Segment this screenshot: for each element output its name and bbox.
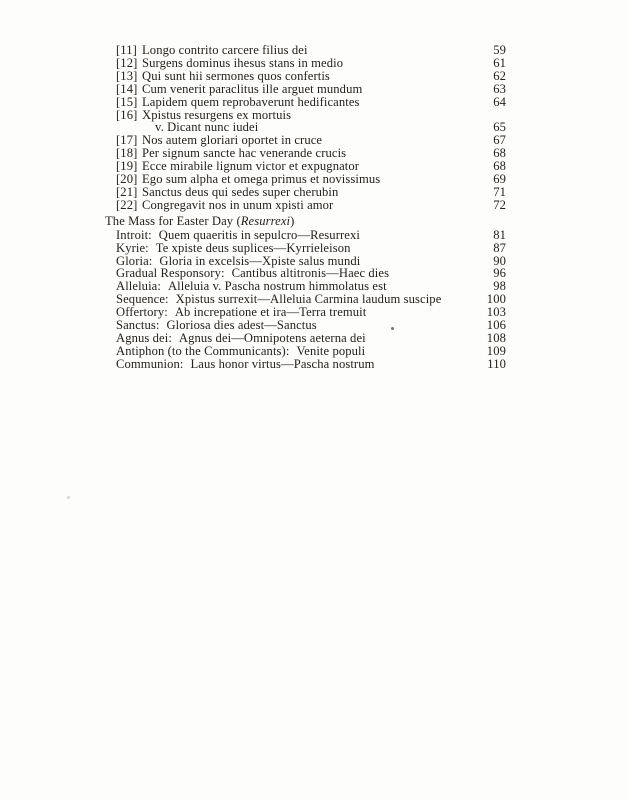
entry-page-number: 108 <box>486 330 506 345</box>
toc-entry <box>116 229 506 242</box>
entry-title: Ego sum alpha et omega primus et novissimus <box>142 172 381 187</box>
entry-label: Sanctus: <box>116 318 160 333</box>
entry-title: Xpistus surrexit—Alleluia Carmina laudum suscipe <box>175 292 442 307</box>
entry-number: [21] <box>116 184 138 199</box>
entry-page-number: 68 <box>493 146 506 161</box>
entry-title: Gloria in excelsis—Xpiste salus mundi <box>159 253 361 268</box>
toc-entry <box>116 186 506 199</box>
entry-number: [12] <box>116 55 138 70</box>
entry-page-number: 100 <box>486 292 506 307</box>
section-heading-italic: Resurrexi <box>240 213 291 228</box>
entry-title: Te xpiste deus suplices—Kyrrieleison <box>155 240 351 255</box>
toc-entry <box>116 199 506 212</box>
toc-entry <box>116 70 506 83</box>
entry-title: Quem quaeritis in sepulcro—Resurrexi <box>158 227 360 242</box>
entry-title-group <box>116 358 466 371</box>
entry-page-number: 59 <box>493 43 506 57</box>
entry-page-number: 103 <box>486 305 506 320</box>
entry-title: Alleluia v. Pascha nostrum himmolatus est <box>167 279 387 294</box>
entry-title-group <box>116 229 466 242</box>
entry-label: Communion: <box>116 356 184 371</box>
entry-page-number: 98 <box>493 279 506 294</box>
entry-page-number: 65 <box>493 120 506 135</box>
entry-title: Xpistus resurgens ex mortuis <box>142 107 292 122</box>
toc-entry <box>116 358 506 371</box>
entry-label: Gradual Responsory: <box>116 266 225 281</box>
entry-number: [13] <box>116 68 138 83</box>
entry-page-number: 90 <box>493 253 506 268</box>
entry-number: [18] <box>116 146 138 161</box>
table-of-contents <box>105 43 506 371</box>
entry-title-group <box>116 242 466 255</box>
entry-page-number: 72 <box>493 197 506 212</box>
entry-page-number: 81 <box>493 227 506 242</box>
ink-speck <box>67 496 70 499</box>
entry-page-number: 96 <box>493 266 506 281</box>
entry-title: Longo contrito carcere filius dei <box>142 43 308 57</box>
entry-number: [20] <box>116 172 138 187</box>
entry-title: Venite populi <box>296 343 366 358</box>
entry-number: [17] <box>116 133 138 148</box>
toc-entry <box>116 319 506 332</box>
entry-title: Ab increpatione et ira—Terra tremuit <box>174 305 367 320</box>
entry-title: Lapidem quem reprobaverunt hedificantes <box>142 94 360 109</box>
entry-number: [14] <box>116 81 138 96</box>
entry-label: Offertory: <box>116 305 168 320</box>
numbered-entry-list <box>116 44 506 212</box>
section-heading <box>105 215 506 228</box>
entry-title: Qui sunt hii sermones quos confertis <box>142 68 330 83</box>
entry-page-number: 63 <box>493 81 506 96</box>
toc-entry <box>116 57 506 70</box>
entry-number: [16] <box>116 107 138 122</box>
entry-page-number: 87 <box>493 240 506 255</box>
entry-label: Antiphon (to the Communicants): <box>116 343 290 358</box>
entry-title: Sanctus deus qui sedes super cherubin <box>142 184 339 199</box>
toc-entry <box>116 44 506 57</box>
entry-title: Cantibus altitronis—Haec dies <box>231 266 390 281</box>
entry-title: Nos autem gloriari oportet in cruce <box>142 133 323 148</box>
entry-title: Ecce mirabile lignum victor et expugnator <box>142 159 360 174</box>
entry-page-number: 71 <box>493 184 506 199</box>
ink-speck <box>391 327 394 330</box>
entry-number: [22] <box>116 197 138 212</box>
entry-title: Per signum sancte hac venerande crucis <box>142 146 347 161</box>
entry-page-number: 67 <box>493 133 506 148</box>
mass-entry-list <box>116 229 506 371</box>
entry-number: [15] <box>116 94 138 109</box>
entry-title: Gloriosa dies adest—Sanctus <box>166 318 317 333</box>
section-heading-text: The Mass for Easter Day ( <box>105 213 241 228</box>
entry-page-number: 68 <box>493 159 506 174</box>
entry-title: Congregavit nos in unum xpisti amor <box>142 197 334 212</box>
entry-label: Alleluia: <box>116 279 161 294</box>
entry-label: Kyrie: <box>116 240 149 255</box>
toc-entry <box>116 96 506 109</box>
entry-label: Introit: <box>116 227 152 242</box>
toc-entry <box>116 242 506 255</box>
entry-title: Laus honor virtus—Pascha nostrum <box>190 356 375 371</box>
toc-entry <box>116 83 506 96</box>
entry-label: Agnus dei: <box>116 330 172 345</box>
entry-page-number: 69 <box>493 172 506 187</box>
entry-page-number: 64 <box>493 94 506 109</box>
entry-label: Sequence: <box>116 292 169 307</box>
entry-title: v. Dicant nunc iudei <box>155 120 259 135</box>
section-heading-close: ) <box>290 213 295 228</box>
entry-page-number: 109 <box>486 343 506 358</box>
entry-label: Gloria: <box>116 253 153 268</box>
entry-title: Agnus dei—Omnipotens aeterna dei <box>178 330 366 345</box>
entry-number: [19] <box>116 159 138 174</box>
entry-title: Cum venerit paraclitus ille arguet mundum <box>142 81 363 96</box>
entry-page-number: 106 <box>486 318 506 333</box>
entry-page-number: 110 <box>487 356 506 371</box>
entry-page-number: 61 <box>493 55 506 70</box>
entry-number: [11] <box>116 43 137 57</box>
entry-page-number: 62 <box>493 68 506 83</box>
entry-title: Surgens dominus ihesus stans in medio <box>142 55 344 70</box>
